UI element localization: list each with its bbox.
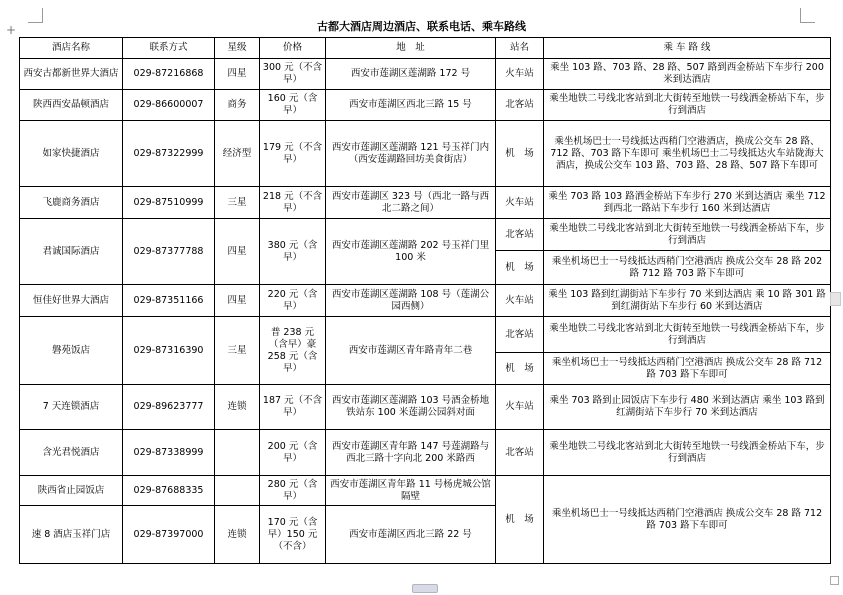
hotel-address: 西安市莲湖区莲湖路 121 号玉祥门内（西安莲湖路回坊美食街店） [326,121,496,187]
hotel-phone: 029-87322999 [123,121,215,187]
route-text: 乘坐机场巴士一号线抵达西稍门空港酒店 换成公交车 28 路 202 路 712 路 703 路下车即可 [544,251,831,285]
station-name: 火车站 [496,59,544,90]
table-row [20,385,831,430]
hotel-address: 西安市莲湖区西北三路 22 号 [326,506,496,564]
table-row [20,430,831,476]
header-address: 地 址 [326,38,496,59]
hotel-phone: 029-87688335 [123,476,215,506]
hotel-price: 300 元（不含早） [260,59,326,90]
table-row [20,219,831,251]
hotel-price: 200 元（含早） [260,430,326,476]
route-text: 乘坐 103 路到红湖街站下车步行 70 米到达酒店 乘 10 路 301 路到红湖街站下车步行 60 米到达酒店 [544,285,831,317]
station-name: 机 场 [496,251,544,285]
route-text: 乘坐 703 路到止园饭店下车步行 480 米到达酒店 乘坐 103 路到红湖街站下车步行 70 米到达酒店 [544,385,831,430]
hotel-rating: 三星 [215,187,260,219]
hotel-price: 280 元（含早） [260,476,326,506]
document-title: 古都大酒店周边酒店、联系电话、乘车路线 [317,20,526,33]
hotel-phone: 029-87397000 [123,506,215,564]
header-route: 乘 车 路 线 [544,38,831,59]
hotel-address: 西安市莲湖区莲湖路 202 号玉祥门里 100 米 [326,219,496,285]
station-name: 火车站 [496,187,544,219]
hotel-price: 218 元（不含早） [260,187,326,219]
hotel-phone: 029-86600007 [123,90,215,121]
hotel-address: 西安市莲湖区莲湖路 172 号 [326,59,496,90]
station-name: 机 场 [496,476,544,564]
hotel-name: 西安古都新世界大酒店 [20,59,123,90]
route-text: 乘坐 103 路、703 路、28 路、507 路到西金桥站下车步行 200 米到达酒店 [544,59,831,90]
header-contact: 联系方式 [123,38,215,59]
hotel-name: 飞鹿商务酒店 [20,187,123,219]
hotel-price: 187 元（不含早） [260,385,326,430]
hotel-phone: 029-87216868 [123,59,215,90]
table-row [20,121,831,187]
hotel-price: 380 元（含早） [260,219,326,285]
table-row [20,476,831,506]
header-row [20,38,831,59]
hotel-address: 西安市莲湖区莲湖路 103 号酒金桥地铁站东 100 米莲湖公园斜对面 [326,385,496,430]
hotel-phone: 029-87351166 [123,285,215,317]
hotel-name: 磐苑饭店 [20,317,123,385]
station-name: 机 场 [496,353,544,385]
hotel-phone: 029-87338999 [123,430,215,476]
hotel-name: 含光君悦酒店 [20,430,123,476]
header-rating: 星级 [215,38,260,59]
table-row [20,285,831,317]
hotel-rating: 三星 [215,317,260,385]
route-text: 乘坐地铁二号线北客站到北大街转至地铁一号线洒金桥站下车，步行到酒店 [544,90,831,121]
header-station: 站名 [496,38,544,59]
table-row [20,187,831,219]
station-name: 火车站 [496,285,544,317]
hotel-phone: 029-89623777 [123,385,215,430]
hotel-rating: 经济型 [215,121,260,187]
hotel-rating: 四星 [215,219,260,285]
hotel-price: 220 元（含早） [260,285,326,317]
station-name: 北客站 [496,430,544,476]
move-handle-icon[interactable]: + [6,23,17,37]
table-row [20,59,831,90]
scrollbar-thumb[interactable] [830,292,841,306]
station-name: 火车站 [496,385,544,430]
hotel-name: 如家快捷酒店 [20,121,123,187]
corner-handle-icon[interactable] [830,576,839,585]
route-text: 乘坐机场巴士一号线抵达西稍门空港酒店 换成公交车 28 路 712 路 703 路下车即可 [544,353,831,385]
header-price: 价格 [260,38,326,59]
hotel-rating: 商务 [215,90,260,121]
hotel-price: 160 元（含早） [260,90,326,121]
hotel-address: 西安市莲湖区青年路 147 号莲湖路与西北三路十字向北 200 米路西 [326,430,496,476]
hotel-address: 西安市莲湖区青年路青年二巷 [326,317,496,385]
hotel-name: 陕西省止园饭店 [20,476,123,506]
hotel-name: 恒佳好世界大酒店 [20,285,123,317]
hotel-name: 速 8 酒店玉祥门店 [20,506,123,564]
hotel-phone: 029-87510999 [123,187,215,219]
station-name: 北客站 [496,219,544,251]
hotel-name: 7 天连锁酒店 [20,385,123,430]
hotel-rating: 连锁 [215,385,260,430]
page-resize-handle[interactable] [412,584,438,593]
hotel-price: 170 元（含早）150 元（不含） [260,506,326,564]
hotel-address: 西安市莲湖区西北三路 15 号 [326,90,496,121]
hotel-name: 君诚国际酒店 [20,219,123,285]
hotel-address: 西安市莲湖区莲湖路 108 号（莲湖公园西侧） [326,285,496,317]
route-text: 乘坐地铁二号线北客站到北大街转至地铁一号线洒金桥站下车，步行到酒店 [544,317,831,353]
hotel-price: 普 238 元（含早）豪 258 元（含早） [260,317,326,385]
hotel-table [19,37,831,564]
hotel-rating: 四星 [215,285,260,317]
hotel-price: 179 元（不含早） [260,121,326,187]
hotel-address: 西安市莲湖区青年路 11 号杨虎城公馆隔壁 [326,476,496,506]
route-text: 乘坐 703 路 103 路洒金桥站下车步行 270 米到达酒店 乘坐 712 到西北一路站下车步行 160 米到达酒店 [544,187,831,219]
table-row [20,90,831,121]
hotel-rating [215,430,260,476]
hotel-rating: 四星 [215,59,260,90]
hotel-rating: 连锁 [215,506,260,564]
station-name: 机 场 [496,121,544,187]
route-text: 乘坐地铁二号线北客站到北大街转至地铁一号线洒金桥站下车，步行到酒店 [544,430,831,476]
route-text: 乘坐地铁二号线北客站到北大街转至地铁一号线洒金桥站下车，步行到酒店 [544,219,831,251]
station-name: 北客站 [496,90,544,121]
hotel-phone: 029-87316390 [123,317,215,385]
hotel-rating [215,476,260,506]
hotel-address: 西安市莲湖区 323 号（西北一路与西北二路之间） [326,187,496,219]
table-row [20,317,831,353]
hotel-phone: 029-87377788 [123,219,215,285]
route-text: 乘坐机场巴士一号线抵达西稍门空港酒店，换成公交车 28 路、712 路、703 路下车即可 乘坐机场巴士二号线抵达火车站陇海大酒店，换成公交车 103 路、703 路、28 路、507 路下车即可 [544,121,831,187]
station-name: 北客站 [496,317,544,353]
route-text: 乘坐机场巴士一号线抵达西稍门空港酒店 换成公交车 28 路 712 路 703 路下车即可 [544,476,831,564]
header-name: 酒店名称 [20,38,123,59]
hotel-name: 陕西西安晶顿酒店 [20,90,123,121]
